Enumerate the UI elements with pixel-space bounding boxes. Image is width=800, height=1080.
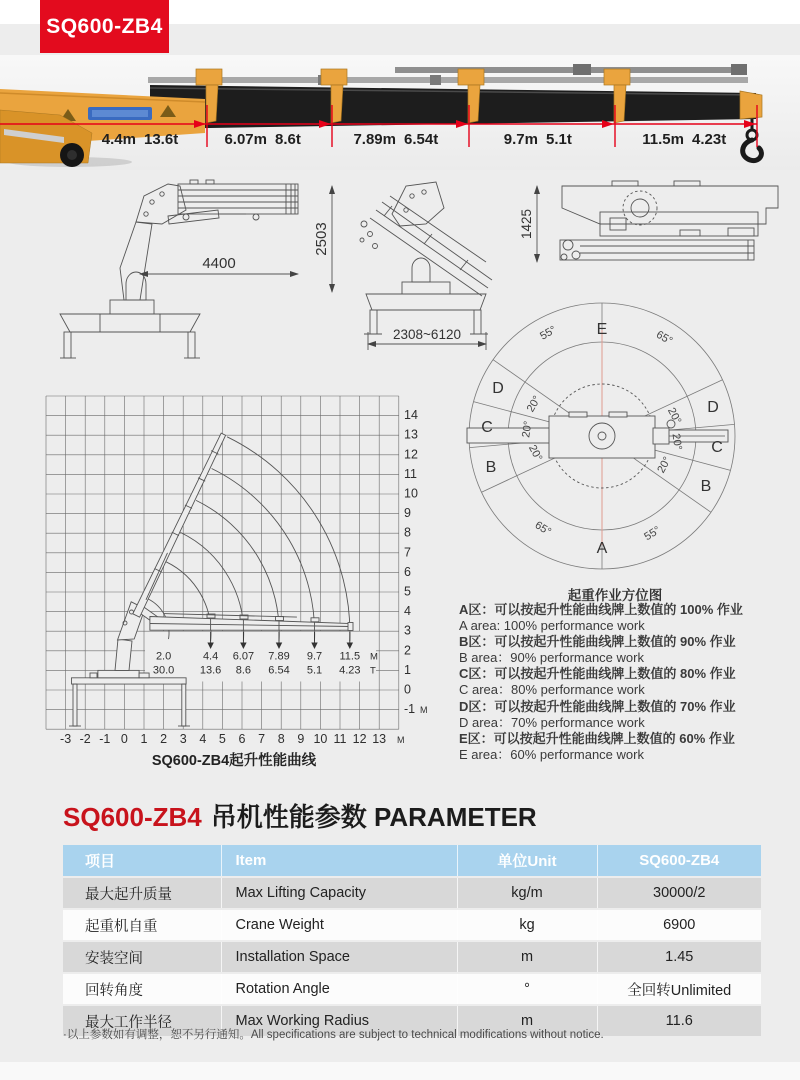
cell-item-en: Max Working Radius (221, 1005, 457, 1036)
zone-note-en: B area：90% performance work (459, 650, 644, 666)
unit-t-row: T (370, 665, 376, 677)
cell-item-cn: 安装空间 (63, 941, 221, 973)
dim-folded-height: 2503 (313, 222, 330, 256)
capacity-value: 6.54 (268, 664, 290, 677)
segment-capacity: 4.23t (692, 131, 727, 148)
parameter-title-model: SQ600-ZB4 (63, 802, 202, 832)
x-tick: 6 (238, 732, 246, 746)
y-tick: -1 (404, 702, 416, 717)
cell-value: 30000/2 (597, 877, 761, 909)
zone-letter-b-right: B (700, 478, 712, 495)
cell-value: 全回转Unlimited (597, 973, 761, 1005)
segment-reach: 7.89m (353, 131, 396, 148)
boom-sweep-arcs (148, 437, 350, 641)
radius-value: 11.5 (339, 650, 361, 663)
segment-reach: 6.07m (224, 131, 267, 148)
y-tick: 7 (404, 545, 411, 560)
x-tick: -3 (60, 732, 72, 746)
y-tick: 13 (404, 427, 418, 442)
angle-sector: 20° (525, 443, 545, 464)
cell-value: 6900 (597, 909, 761, 941)
angle-upper-left: 55° (538, 323, 559, 343)
cell-item-cn: 最大起升质量 (63, 877, 221, 909)
segment-reach: 9.7m (503, 131, 538, 148)
cell-unit: ° (457, 973, 597, 1005)
table-row (63, 941, 761, 973)
segment-capacity: 5.1t (546, 131, 572, 148)
crane-line-drawing (69, 433, 353, 726)
zone-note-en: C area：80% performance work (459, 682, 645, 698)
blue-sticker-text-area (92, 110, 148, 117)
y-axis-ticks (404, 408, 428, 716)
capacity-value: 13.6 (199, 664, 222, 677)
x-tick: 3 (179, 732, 187, 746)
y-tick: 2 (404, 643, 411, 658)
parameter-section-title (63, 797, 537, 834)
parameter-title-text: 吊机性能参数 PARAMETER (210, 802, 537, 832)
y-axis-unit: M (420, 705, 428, 716)
boom-extension-photo (0, 55, 800, 170)
angle-sector: 20° (664, 405, 684, 427)
segment-capacity: 8.6t (275, 131, 301, 148)
y-tick: 8 (404, 525, 411, 540)
zone-letter-c-left: C (481, 419, 493, 436)
x-tick: 12 (352, 732, 367, 746)
x-tick: -1 (99, 732, 111, 746)
zone-letter-e: E (596, 321, 608, 338)
cell-item-en: Rotation Angle (221, 973, 457, 1005)
zone-note-cn: D区：可以按起升性能曲线牌上数值的 70% 作业 (459, 698, 736, 714)
y-tick: 5 (404, 584, 411, 599)
x-tick: 2 (160, 732, 168, 746)
cell-unit: kg/m (457, 877, 597, 909)
model-badge-label: SQ600-ZB4 (46, 14, 163, 38)
angle-sector: 20° (524, 393, 544, 415)
radius-value: 9.7 (306, 650, 323, 663)
zone-note-en: E area：60% performance work (459, 746, 644, 762)
x-tick: 1 (140, 732, 148, 746)
angle-sector: 20° (655, 454, 674, 476)
y-tick: 0 (404, 682, 411, 697)
unit-m-row: M (370, 651, 378, 663)
x-tick: 13 (372, 732, 387, 746)
table-row (63, 877, 761, 909)
segment-reach: 4.4m (101, 131, 136, 148)
capacity-value: 5.1 (306, 664, 323, 677)
cell-item-en: Installation Space (221, 941, 457, 973)
model-badge (40, 0, 169, 53)
y-tick: 1 (404, 662, 411, 677)
zone-letter-c-right: C (711, 439, 723, 456)
cell-item-cn: 回转角度 (63, 973, 221, 1005)
disclaimer-note: ·以上参数如有调整，恕不另行通知。All specifications are subject to technical modifications without notice. (63, 1029, 604, 1041)
y-tick: 4 (404, 604, 411, 619)
parameter-table (63, 845, 761, 1036)
radius-value: 6.07 (232, 650, 255, 663)
x-tick: 10 (313, 732, 328, 746)
radius-value: 7.89 (268, 650, 290, 663)
dim-base-span: 2308~6120 (393, 327, 461, 342)
angle-sector: 20° (520, 420, 535, 439)
cell-value: 1.45 (597, 941, 761, 973)
y-tick: 10 (404, 486, 418, 501)
table-row (63, 973, 761, 1005)
segment-capacity: 13.6t (144, 131, 179, 148)
y-tick: 3 (404, 623, 411, 638)
performance-curve-chart (45, 395, 435, 780)
x-tick: 11 (333, 732, 347, 746)
zone-performance-notes (459, 602, 794, 763)
capacity-value: 8.6 (235, 664, 252, 677)
table-row (63, 909, 761, 941)
zone-note-cn: C区：可以按起升性能曲线牌上数值的 80% 作业 (459, 666, 736, 682)
drawing-top-view (537, 181, 778, 262)
cell-item-en: Crane Weight (221, 909, 457, 941)
header-unit: 单位Unit (457, 845, 597, 877)
cell-item-en: Max Lifting Capacity (221, 877, 457, 909)
zone-note-cn: B区：可以按起升性能曲线牌上数值的 90% 作业 (459, 634, 736, 650)
header-item-cn: 项目 (63, 845, 221, 877)
y-tick: 9 (404, 506, 411, 521)
zone-note-cn: A区：可以按起升性能曲线牌上数值的 100% 作业 (459, 602, 743, 617)
zone-letter-a: A (596, 540, 608, 557)
angle-upper-right: 65° (653, 328, 675, 348)
header-item-en: Item (221, 845, 457, 877)
cell-item-cn: 起重机自重 (63, 909, 221, 941)
dim-top-height: 1425 (519, 208, 534, 240)
segment-reach: 11.5m (642, 131, 684, 148)
x-axis-ticks (60, 732, 404, 746)
dim-folded-length: 4400 (202, 255, 236, 272)
zone-note-en: D area：70% performance work (459, 714, 645, 730)
cell-unit: kg (457, 909, 597, 941)
zone-note-cn: E区：可以按起升性能曲线牌上数值的 60% 作业 (459, 730, 735, 746)
angle-lower-left: 65° (532, 519, 554, 539)
angle-lower-right: 55° (642, 524, 663, 544)
x-axis-unit: M (397, 735, 405, 745)
y-tick: 14 (404, 408, 418, 423)
capacity-value: 30.0 (152, 664, 175, 677)
cell-item-cn: 最大工作半径 (63, 1005, 221, 1036)
rotation-diagram-caption: 起重作业方位图 (567, 588, 663, 603)
x-tick: 5 (218, 732, 226, 746)
drawing-folded-side-view (60, 180, 298, 358)
x-tick: 4 (199, 732, 207, 746)
header-model: SQ600-ZB4 (597, 845, 761, 877)
cell-value: 11.6 (597, 1005, 761, 1036)
table-header-row (63, 845, 761, 877)
segment-capacity: 6.54t (404, 131, 439, 148)
angle-sector: 20° (669, 432, 684, 451)
x-tick: 8 (277, 732, 285, 746)
x-tick: 9 (297, 732, 305, 746)
zone-letter-d-right: D (707, 399, 719, 416)
y-tick: 11 (404, 466, 417, 481)
zone-note-en: A area: 100% performance work (459, 618, 645, 634)
y-tick: 6 (404, 564, 411, 579)
cell-unit: m (457, 1005, 597, 1036)
zone-letter-b-left: B (485, 459, 497, 476)
radius-value: 4.4 (202, 650, 219, 663)
radius-value: 2.0 (155, 650, 172, 663)
y-tick: 12 (404, 447, 418, 462)
x-tick: 0 (120, 732, 128, 746)
rotation-zone-diagram (455, 290, 767, 586)
capacity-value: 4.23 (339, 664, 361, 677)
chart-caption: SQ600-ZB4起升性能曲线 (151, 753, 317, 769)
x-tick: -2 (79, 732, 91, 746)
bottom-white-band (0, 1062, 800, 1080)
cell-unit: m (457, 941, 597, 973)
x-tick: 7 (258, 732, 266, 746)
zone-letter-d-left: D (492, 380, 504, 397)
